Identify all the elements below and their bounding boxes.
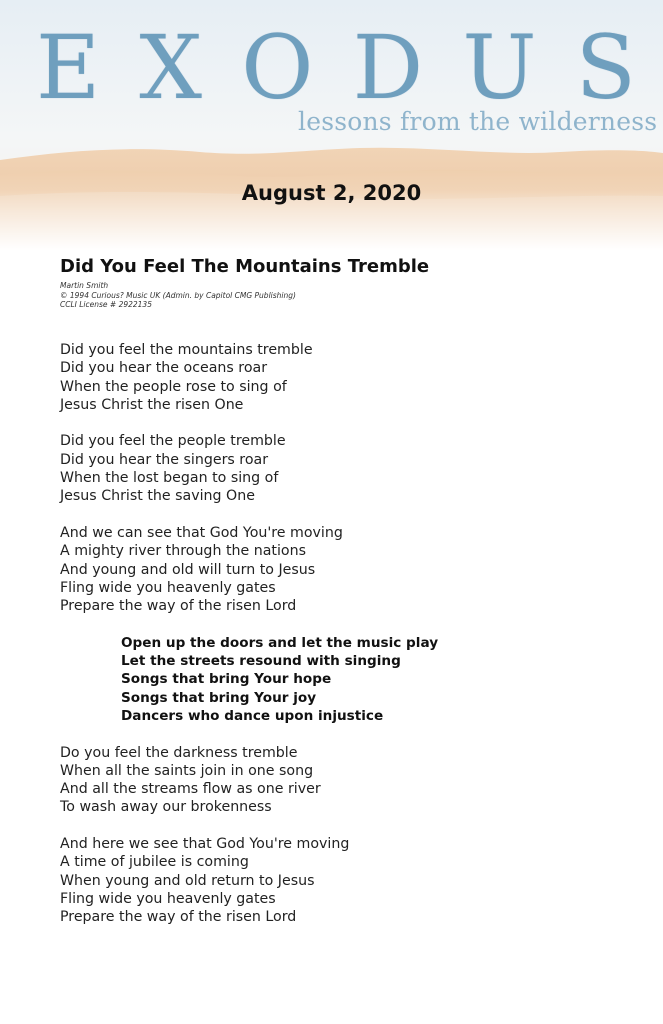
lyric-line: And all the streams flow as one river — [60, 781, 321, 798]
lyric-line: When all the saints join in one song — [60, 762, 314, 779]
lyric-line: When the lost began to sing of — [60, 470, 279, 487]
song-license: CCLI License # 2922135 — [60, 300, 152, 310]
lyric-line: Jesus Christ the saving One — [60, 488, 255, 505]
lyric-line: Did you hear the singers roar — [60, 451, 269, 468]
title-letter: S — [575, 16, 636, 119]
song-copyright: © 1994 Curious? Music UK (Admin. by Capitol CMG Publishing) — [60, 290, 296, 300]
title-letter: O — [241, 16, 314, 119]
lyric-line: Did you hear the oceans roar — [60, 360, 268, 377]
lyric-line: A time of jubilee is coming — [60, 854, 249, 871]
lyric-line: When the people rose to sing of — [60, 378, 287, 395]
service-date: August 2, 2020 — [241, 181, 422, 205]
title-letter: X — [139, 16, 203, 119]
pre-chorus-2 — [60, 835, 438, 926]
lyric-line: Do you feel the darkness tremble — [60, 744, 298, 761]
pre-chorus-1 — [60, 524, 438, 615]
song-author: Martin Smith — [60, 281, 109, 290]
chorus-line: Let the streets resound with singing — [121, 653, 401, 670]
chorus — [121, 634, 438, 725]
lyric-line: Fling wide you heavenly gates — [60, 890, 276, 907]
chorus-line: Songs that bring Your joy — [121, 689, 317, 706]
lyric-line: Did you feel the people tremble — [60, 433, 286, 450]
song-lyrics — [60, 341, 438, 945]
song-title: Did You Feel The Mountains Tremble — [60, 256, 430, 277]
verse-1 — [60, 341, 438, 414]
header-banner — [0, 0, 663, 250]
title-letter: D — [352, 16, 424, 119]
lyric-line: Fling wide you heavenly gates — [60, 579, 276, 596]
series-title — [36, 16, 636, 119]
title-letter: E — [36, 16, 101, 119]
chorus-line: Dancers who dance upon injustice — [121, 707, 384, 724]
chorus-line: Open up the doors and let the music play — [121, 634, 439, 651]
lyric-line: Prepare the way of the risen Lord — [60, 598, 297, 615]
lyric-line: To wash away our brokenness — [60, 799, 272, 816]
lyric-line: Did you feel the mountains tremble — [60, 342, 313, 358]
series-subtitle: lessons from the wilderness — [298, 107, 658, 136]
lyric-line: A mighty river through the nations — [60, 543, 306, 560]
lyric-line: When young and old return to Jesus — [60, 872, 315, 889]
lyric-line: And we can see that God You're moving — [60, 524, 343, 541]
song-credits — [60, 281, 296, 310]
lyric-line: And young and old will turn to Jesus — [60, 561, 316, 578]
chorus-line: Songs that bring Your hope — [121, 671, 332, 688]
title-letter: U — [462, 16, 537, 119]
lyric-line: Prepare the way of the risen Lord — [60, 909, 297, 926]
lyric-line: Jesus Christ the risen One — [60, 396, 244, 413]
lyric-line: And here we see that God You're moving — [60, 836, 350, 853]
verse-2 — [60, 432, 438, 505]
verse-3 — [60, 744, 438, 817]
